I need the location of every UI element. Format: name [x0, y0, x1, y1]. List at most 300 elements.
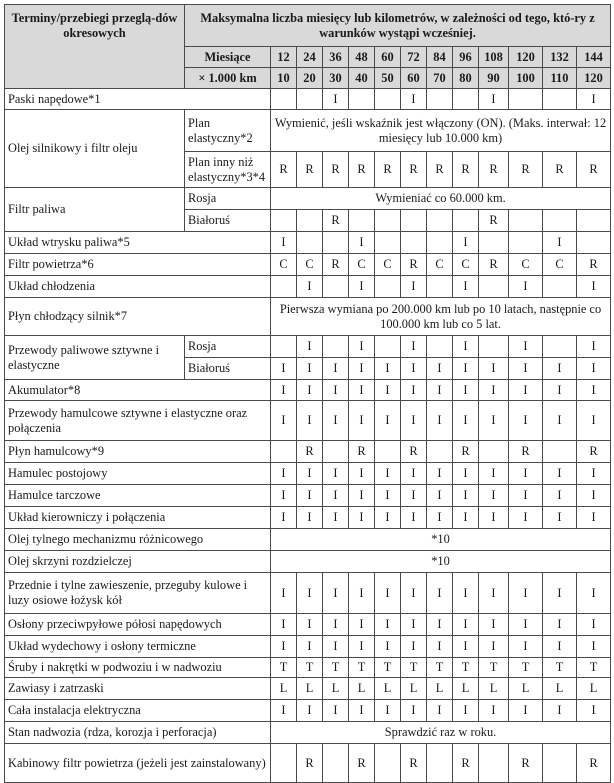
- interval-cell: R: [401, 152, 427, 188]
- interval-cell: I: [375, 636, 401, 658]
- interval-cell: I: [297, 358, 323, 380]
- interval-cell: I: [297, 463, 323, 485]
- interval-cell: [401, 210, 427, 232]
- interval-cell: R: [453, 744, 479, 783]
- interval-cell: [479, 441, 509, 463]
- interval-cell: C: [509, 254, 543, 276]
- interval-cell: I: [479, 401, 509, 441]
- interval-cell: I: [543, 232, 577, 254]
- interval-cell: I: [401, 485, 427, 507]
- table-row: [5, 636, 611, 658]
- interval-cell: I: [509, 463, 543, 485]
- km-header-cell: 60: [401, 68, 427, 89]
- table-row: [5, 298, 611, 336]
- interval-cell: [479, 336, 509, 358]
- interval-cell: I: [577, 485, 611, 507]
- interval-cell: C: [349, 254, 375, 276]
- interval-cell: I: [453, 358, 479, 380]
- interval-cell: [297, 89, 323, 110]
- interval-cell: C: [427, 254, 453, 276]
- interval-cell: T: [453, 658, 479, 678]
- interval-cell: I: [349, 485, 375, 507]
- interval-cell: [577, 210, 611, 232]
- item-label: Cała instalacja elektryczna: [5, 700, 271, 722]
- table-row: [5, 658, 611, 678]
- interval-cell: [427, 441, 453, 463]
- interval-cell: I: [577, 700, 611, 722]
- interval-cell: I: [453, 232, 479, 254]
- table-row: [5, 276, 611, 298]
- table-row: [5, 678, 611, 700]
- item-label: Układ kierowniczy i połączenia: [5, 507, 271, 529]
- interval-cell: I: [401, 358, 427, 380]
- table-row: [5, 573, 611, 614]
- interval-cell: I: [509, 380, 543, 401]
- interval-cell: R: [543, 152, 577, 188]
- interval-cell: I: [543, 380, 577, 401]
- interval-cell: I: [577, 507, 611, 529]
- interval-cell: I: [349, 276, 375, 298]
- interval-cell: I: [271, 700, 297, 722]
- interval-cell: R: [509, 744, 543, 783]
- interval-cell: I: [509, 614, 543, 636]
- item-label: Układ wtrysku paliwa*5: [5, 232, 271, 254]
- table-row: [5, 614, 611, 636]
- km-header-cell: 90: [479, 68, 509, 89]
- table-row: [5, 336, 611, 358]
- interval-cell: I: [427, 485, 453, 507]
- interval-cell: T: [509, 658, 543, 678]
- interval-cell: I: [509, 358, 543, 380]
- interval-cell: I: [271, 507, 297, 529]
- interval-cell: I: [479, 89, 509, 110]
- interval-cell: R: [453, 441, 479, 463]
- interval-cell: I: [577, 614, 611, 636]
- interval-cell: [543, 336, 577, 358]
- km-header-cell: 10: [271, 68, 297, 89]
- interval-cell: I: [577, 358, 611, 380]
- interval-cell: R: [349, 744, 375, 783]
- interval-cell: I: [349, 507, 375, 529]
- interval-cell: I: [453, 380, 479, 401]
- interval-cell: I: [453, 573, 479, 614]
- interval-cell: I: [509, 636, 543, 658]
- interval-cell: R: [349, 441, 375, 463]
- km-label: × 1.000 km: [185, 68, 271, 89]
- interval-cell: I: [401, 636, 427, 658]
- interval-cell: I: [401, 89, 427, 110]
- interval-cell: I: [543, 700, 577, 722]
- interval-cell: I: [427, 358, 453, 380]
- interval-cell: I: [271, 232, 297, 254]
- interval-cell: [509, 89, 543, 110]
- month-header-cell: 60: [375, 47, 401, 68]
- interval-cell: I: [543, 614, 577, 636]
- interval-cell: I: [479, 485, 509, 507]
- interval-cell: T: [271, 658, 297, 678]
- interval-cell: I: [479, 700, 509, 722]
- interval-cell: I: [577, 89, 611, 110]
- sub-item-label: Białoruś: [185, 210, 271, 232]
- interval-cell: T: [577, 658, 611, 678]
- interval-note: Sprawdzić raz w roku.: [271, 722, 611, 744]
- interval-cell: T: [375, 658, 401, 678]
- interval-cell: T: [479, 658, 509, 678]
- interval-cell: C: [543, 254, 577, 276]
- month-header-cell: 108: [479, 47, 509, 68]
- item-label: Stan nadwozia (rdza, korozja i perforacja): [5, 722, 271, 744]
- interval-cell: I: [401, 700, 427, 722]
- interval-cell: I: [323, 614, 349, 636]
- interval-cell: R: [323, 254, 349, 276]
- interval-cell: L: [509, 678, 543, 700]
- interval-cell: [427, 744, 453, 783]
- interval-cell: I: [271, 614, 297, 636]
- interval-cell: I: [577, 463, 611, 485]
- interval-cell: I: [375, 463, 401, 485]
- interval-cell: I: [453, 463, 479, 485]
- interval-cell: L: [577, 678, 611, 700]
- interval-cell: I: [401, 507, 427, 529]
- interval-cell: [271, 276, 297, 298]
- item-label: Filtr powietrza*6: [5, 254, 271, 276]
- sub-item-label: Rosja: [185, 336, 271, 358]
- interval-cell: I: [453, 485, 479, 507]
- interval-cell: L: [479, 678, 509, 700]
- interval-cell: [271, 210, 297, 232]
- interval-cell: I: [509, 700, 543, 722]
- interval-cell: R: [271, 152, 297, 188]
- sub-item-label: Plan inny niż elastyczny*3*4: [185, 152, 271, 188]
- interval-cell: I: [479, 614, 509, 636]
- interval-cell: I: [297, 485, 323, 507]
- table-row: [5, 232, 611, 254]
- table-row: [5, 380, 611, 401]
- interval-cell: I: [577, 573, 611, 614]
- interval-cell: [427, 89, 453, 110]
- item-label: Śruby i nakrętki w podwoziu i w nadwoziu: [5, 658, 271, 678]
- interval-cell: I: [375, 573, 401, 614]
- month-header-cell: 144: [577, 47, 611, 68]
- km-header-cell: 20: [297, 68, 323, 89]
- interval-cell: R: [323, 152, 349, 188]
- interval-cell: [323, 232, 349, 254]
- table-row: [5, 89, 611, 110]
- interval-cell: I: [349, 573, 375, 614]
- interval-cell: [271, 336, 297, 358]
- interval-cell: I: [427, 573, 453, 614]
- interval-cell: I: [543, 463, 577, 485]
- interval-cell: I: [401, 401, 427, 441]
- interval-cell: I: [375, 700, 401, 722]
- table-row: [5, 722, 611, 744]
- interval-cell: I: [323, 358, 349, 380]
- interval-cell: [427, 276, 453, 298]
- interval-cell: [375, 89, 401, 110]
- interval-cell: I: [349, 614, 375, 636]
- interval-cell: R: [509, 152, 543, 188]
- month-header-cell: 24: [297, 47, 323, 68]
- item-label: Przewody hamulcowe sztywne i elastyczne oraz połączenia: [5, 401, 271, 441]
- interval-cell: [375, 336, 401, 358]
- month-header-cell: 84: [427, 47, 453, 68]
- interval-cell: [453, 89, 479, 110]
- interval-cell: [427, 210, 453, 232]
- table-row: [5, 110, 611, 152]
- item-label: Przednie i tylne zawieszenie, przeguby kulowe i luzy osiowe łożysk kół: [5, 573, 271, 614]
- interval-cell: I: [479, 358, 509, 380]
- interval-cell: I: [323, 507, 349, 529]
- interval-cell: [509, 232, 543, 254]
- interval-cell: R: [375, 152, 401, 188]
- item-label: Przewody paliwowe sztywne i elastyczne: [5, 336, 185, 380]
- interval-cell: I: [509, 401, 543, 441]
- interval-cell: I: [543, 573, 577, 614]
- interval-cell: R: [297, 744, 323, 783]
- interval-cell: I: [427, 380, 453, 401]
- interval-cell: [297, 210, 323, 232]
- interval-cell: I: [297, 636, 323, 658]
- interval-cell: [271, 89, 297, 110]
- km-header-cell: 110: [543, 68, 577, 89]
- item-label: Olej silnikowy i filtr oleju: [5, 110, 185, 188]
- interval-cell: I: [297, 336, 323, 358]
- interval-cell: I: [427, 507, 453, 529]
- interval-cell: R: [577, 744, 611, 783]
- maintenance-schedule-table: [4, 4, 611, 783]
- interval-cell: I: [297, 380, 323, 401]
- interval-cell: [323, 276, 349, 298]
- item-label: Akumulator*8: [5, 380, 271, 401]
- interval-cell: I: [271, 636, 297, 658]
- interval-cell: I: [271, 380, 297, 401]
- interval-cell: I: [375, 358, 401, 380]
- interval-cell: [375, 276, 401, 298]
- interval-cell: I: [509, 485, 543, 507]
- table-row: [5, 700, 611, 722]
- interval-cell: [577, 232, 611, 254]
- interval-cell: R: [479, 210, 509, 232]
- table-row: [5, 188, 611, 210]
- interval-cell: I: [271, 401, 297, 441]
- interval-cell: [349, 89, 375, 110]
- interval-cell: I: [479, 636, 509, 658]
- item-label: Układ wydechowy i osłony termiczne: [5, 636, 271, 658]
- interval-cell: I: [349, 380, 375, 401]
- interval-note: *10: [271, 551, 611, 573]
- interval-cell: I: [375, 485, 401, 507]
- interval-cell: [543, 210, 577, 232]
- interval-cell: [427, 336, 453, 358]
- interval-cell: [349, 210, 375, 232]
- interval-cell: I: [577, 336, 611, 358]
- interval-cell: I: [453, 401, 479, 441]
- sub-item-label: Białoruś: [185, 358, 271, 380]
- interval-cell: I: [401, 380, 427, 401]
- item-label: Zawiasy i zatrzaski: [5, 678, 271, 700]
- interval-cell: R: [323, 210, 349, 232]
- interval-cell: I: [375, 380, 401, 401]
- interval-cell: I: [297, 700, 323, 722]
- interval-cell: I: [509, 276, 543, 298]
- interval-cell: [375, 441, 401, 463]
- interval-cell: I: [543, 507, 577, 529]
- interval-cell: I: [427, 700, 453, 722]
- interval-cell: I: [577, 401, 611, 441]
- interval-cell: I: [323, 485, 349, 507]
- km-header-cell: 50: [375, 68, 401, 89]
- sub-item-label: Plan elastyczny*2: [185, 110, 271, 152]
- interval-cell: T: [349, 658, 375, 678]
- interval-cell: L: [375, 678, 401, 700]
- table-row: [5, 401, 611, 441]
- km-header-cell: 120: [577, 68, 611, 89]
- interval-cell: R: [401, 254, 427, 276]
- interval-cell: [479, 232, 509, 254]
- km-header-cell: 70: [427, 68, 453, 89]
- interval-cell: I: [427, 636, 453, 658]
- interval-cell: T: [543, 658, 577, 678]
- interval-cell: R: [427, 152, 453, 188]
- month-header-cell: 48: [349, 47, 375, 68]
- interval-cell: [479, 744, 509, 783]
- interval-cell: I: [271, 573, 297, 614]
- interval-cell: L: [453, 678, 479, 700]
- interval-cell: [543, 89, 577, 110]
- interval-cell: I: [349, 401, 375, 441]
- month-header-cell: 120: [509, 47, 543, 68]
- interval-cell: I: [453, 336, 479, 358]
- interval-cell: I: [323, 700, 349, 722]
- months-label: Miesiące: [185, 47, 271, 68]
- km-header-cell: 100: [509, 68, 543, 89]
- interval-cell: I: [349, 463, 375, 485]
- interval-cell: L: [323, 678, 349, 700]
- interval-cell: I: [577, 380, 611, 401]
- table-row: [5, 744, 611, 783]
- table-row: [5, 529, 611, 551]
- interval-cell: I: [271, 485, 297, 507]
- item-label: Płyn hamulcowy*9: [5, 441, 271, 463]
- interval-cell: R: [479, 254, 509, 276]
- interval-cell: I: [509, 336, 543, 358]
- schedule-body: [5, 89, 611, 783]
- item-label: Układ chłodzenia: [5, 276, 271, 298]
- item-label: Kabinowy filtr powietrza (jeżeli jest zainstalowany): [5, 744, 271, 783]
- interval-cell: I: [577, 636, 611, 658]
- interval-note: Pierwsza wymiana po 200.000 km lub po 10 latach, następnie co 100.000 km lub co 5 lat.: [271, 298, 611, 336]
- interval-cell: T: [323, 658, 349, 678]
- interval-cell: I: [427, 401, 453, 441]
- month-header-cell: 72: [401, 47, 427, 68]
- interval-cell: R: [577, 254, 611, 276]
- interval-cell: [427, 232, 453, 254]
- interval-cell: [271, 744, 297, 783]
- month-header-cell: 12: [271, 47, 297, 68]
- interval-cell: I: [509, 507, 543, 529]
- interval-cell: I: [401, 573, 427, 614]
- item-label: Płyn chłodzący silnik*7: [5, 298, 271, 336]
- interval-cell: R: [401, 744, 427, 783]
- interval-cell: I: [323, 573, 349, 614]
- interval-note: Wymieniać co 60.000 km.: [271, 188, 611, 210]
- interval-cell: [375, 210, 401, 232]
- item-label: Hamulec postojowy: [5, 463, 271, 485]
- interval-cell: I: [453, 700, 479, 722]
- interval-cell: I: [349, 336, 375, 358]
- interval-cell: I: [453, 507, 479, 529]
- interval-cell: [509, 210, 543, 232]
- interval-cell: L: [543, 678, 577, 700]
- interval-cell: [375, 744, 401, 783]
- month-header-cell: 132: [543, 47, 577, 68]
- interval-cell: I: [297, 614, 323, 636]
- interval-cell: I: [479, 507, 509, 529]
- interval-cell: I: [479, 463, 509, 485]
- interval-cell: [453, 210, 479, 232]
- table-row: [5, 441, 611, 463]
- km-header-cell: 30: [323, 68, 349, 89]
- interval-cell: I: [323, 380, 349, 401]
- interval-cell: [323, 336, 349, 358]
- interval-cell: I: [297, 276, 323, 298]
- km-header-cell: 80: [453, 68, 479, 89]
- interval-cell: I: [375, 507, 401, 529]
- interval-note: *10: [271, 529, 611, 551]
- interval-cell: I: [479, 380, 509, 401]
- interval-cell: R: [401, 441, 427, 463]
- interval-cell: I: [349, 636, 375, 658]
- interval-cell: L: [401, 678, 427, 700]
- interval-cell: [323, 441, 349, 463]
- interval-cell: [323, 744, 349, 783]
- interval-cell: [543, 441, 577, 463]
- interval-cell: I: [509, 573, 543, 614]
- interval-cell: I: [323, 89, 349, 110]
- interval-cell: [401, 232, 427, 254]
- item-label: Hamulce tarczowe: [5, 485, 271, 507]
- interval-cell: R: [297, 152, 323, 188]
- interval-cell: I: [323, 463, 349, 485]
- interval-cell: T: [401, 658, 427, 678]
- item-label: Olej skrzyni rozdzielczej: [5, 551, 271, 573]
- interval-cell: I: [479, 573, 509, 614]
- month-header-cell: 36: [323, 47, 349, 68]
- interval-cell: I: [349, 358, 375, 380]
- table-row: [5, 507, 611, 529]
- interval-cell: I: [297, 573, 323, 614]
- interval-cell: I: [453, 614, 479, 636]
- interval-cell: I: [323, 401, 349, 441]
- interval-cell: L: [427, 678, 453, 700]
- item-label: Paski napędowe*1: [5, 89, 271, 110]
- interval-cell: T: [427, 658, 453, 678]
- interval-cell: R: [509, 441, 543, 463]
- interval-cell: C: [453, 254, 479, 276]
- interval-cell: I: [543, 636, 577, 658]
- interval-cell: I: [375, 614, 401, 636]
- interval-cell: L: [349, 678, 375, 700]
- interval-cell: R: [453, 152, 479, 188]
- interval-cell: I: [271, 358, 297, 380]
- interval-cell: I: [297, 401, 323, 441]
- interval-cell: I: [577, 276, 611, 298]
- interval-note: Wymienić, jeśli wskaźnik jest włączony (ON). (Maks. interwał: 12 miesięcy lub 10.000 km): [271, 110, 611, 152]
- interval-cell: I: [271, 463, 297, 485]
- interval-cell: I: [543, 401, 577, 441]
- item-label: Filtr paliwa: [5, 188, 185, 232]
- interval-cell: I: [401, 276, 427, 298]
